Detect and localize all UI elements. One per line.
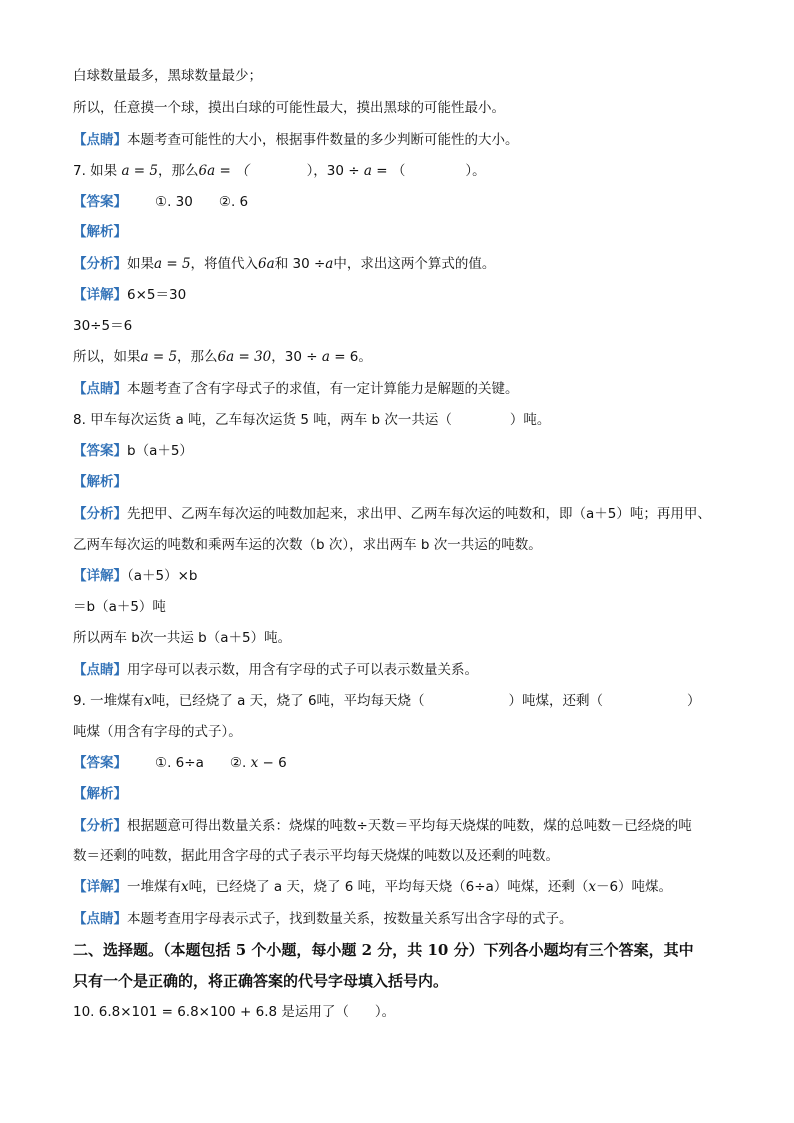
- text-line: 白球数量最多，黑球数量最少；: [73, 68, 262, 84]
- question-7: 7. 如果 a = 5，那么6a = （ ），30 ÷ a = （ ）。: [73, 163, 486, 179]
- dianjing-tag: 【点睛】: [73, 662, 127, 678]
- jiexi-tag: 【解析】: [73, 786, 127, 802]
- xiangjie-tag: 【详解】: [73, 568, 127, 584]
- answer-line: 【答案】 ①. 30 ②. 6: [73, 194, 249, 210]
- section-heading: 只有一个是正确的，将正确答案的代号字母填入括号内。: [73, 972, 449, 990]
- comment-line: 【点睛】本题考查了含有字母式子的求值，有一定计算能力是解题的关键。: [73, 381, 519, 397]
- question-9: 9. 一堆煤有x吨，已经烧了 a 天，烧了 6吨，平均每天烧（ ）吨煤，还剩（ ）: [73, 693, 701, 709]
- question-10: 10. 6.8×101 = 6.8×100 + 6.8 是运用了（ ）。: [73, 1004, 396, 1020]
- text-line: 吨煤（用含有字母的式子）。: [73, 724, 242, 740]
- answer-line: 【答案】 ①. 6÷a ②. x − 6: [73, 755, 287, 771]
- answer-line: 【答案】b（a＋5）: [73, 443, 193, 459]
- detail-line: 【详解】6×5＝30: [73, 287, 187, 303]
- analysis-line: 【分析】如果a = 5，将值代入6a和 30 ÷a中，求出这两个算式的值。: [73, 256, 496, 272]
- text-line: 数＝还剩的吨数，据此用含字母的式子表示平均每天烧煤的吨数以及还剩的吨数。: [73, 848, 559, 864]
- analysis-heading: [73, 472, 754, 492]
- comment-line: 【点睛】本题考查可能性的大小，根据事件数量的多少判断可能性的大小。: [73, 132, 519, 148]
- fenxi-tag: 【分析】: [73, 818, 127, 834]
- analysis-line: 【分析】先把甲、乙两车每次运的吨数加起来，求出甲、乙两车每次运的吨数和，即（a＋5）吨；再用甲、: [73, 506, 711, 522]
- answer-tag: 【答案】: [73, 194, 127, 210]
- analysis-heading: [73, 784, 754, 804]
- text-line: 30÷5＝6: [73, 318, 133, 334]
- answer-tag: 【答案】: [73, 755, 127, 771]
- fenxi-tag: 【分析】: [73, 506, 127, 522]
- answer-tag: 【答案】: [73, 443, 127, 459]
- detail-line: 【详解】一堆煤有x吨，已经烧了 a 天，烧了 6 吨，平均每天烧（6÷a）吨煤，还剩（x－6）吨煤。: [73, 879, 673, 895]
- dianjing-tag: 【点睛】: [73, 911, 127, 927]
- comment-line: 【点睛】用字母可以表示数，用含有字母的式子可以表示数量关系。: [73, 662, 478, 678]
- jiexi-tag: 【解析】: [73, 224, 127, 240]
- text-line: 所以，如果a = 5，那么6a = 30，30 ÷ a = 6。: [73, 349, 372, 365]
- section-heading: 二、选择题。（本题包括 5 个小题，每小题 2 分，共 10 分）下列各小题均有三个答案，其中: [73, 941, 694, 959]
- analysis-line: 【分析】根据题意可得出数量关系：烧煤的吨数÷天数＝平均每天烧煤的吨数，煤的总吨数－已经烧的吨: [73, 818, 692, 834]
- text-line: 乙两车每次运的吨数和乘两车运的次数（b 次），求出两车 b 次一共运的吨数。: [73, 537, 542, 553]
- text-line: 所以，任意摸一个球，摸出白球的可能性最大，摸出黑球的可能性最小。: [73, 100, 505, 116]
- dianjing-tag: 【点睛】: [73, 381, 127, 397]
- comment-line: 【点睛】本题考查用字母表示式子，找到数量关系，按数量关系写出含字母的式子。: [73, 911, 573, 927]
- text-line: ＝b（a＋5）吨: [73, 599, 166, 615]
- detail-line: 【详解】（a＋5）×b: [73, 568, 198, 584]
- text-line: 所以两车 b次一共运 b（a＋5）吨。: [73, 630, 292, 646]
- xiangjie-tag: 【详解】: [73, 879, 127, 895]
- analysis-heading: [73, 222, 754, 242]
- question-8: 8. 甲车每次运货 a 吨，乙车每次运货 5 吨，两车 b 次一共运（ ）吨。: [73, 412, 551, 428]
- dianjing-tag: 【点睛】: [73, 132, 127, 148]
- xiangjie-tag: 【详解】: [73, 287, 127, 303]
- fenxi-tag: 【分析】: [73, 256, 127, 272]
- jiexi-tag: 【解析】: [73, 474, 127, 490]
